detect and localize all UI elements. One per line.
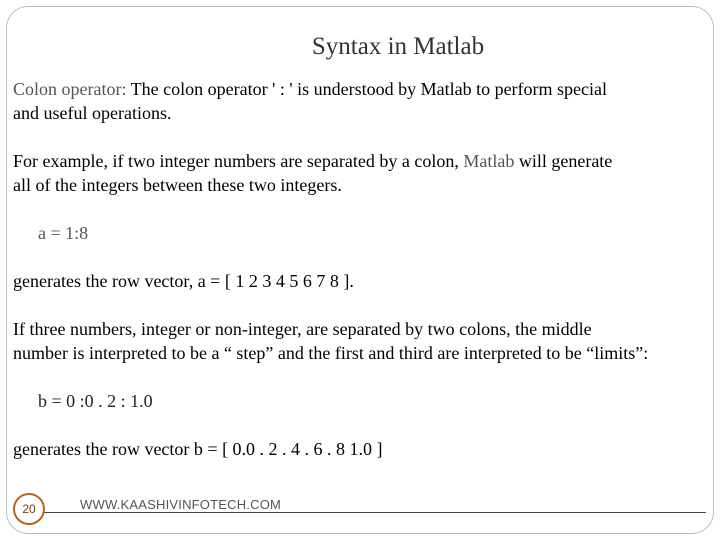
paragraph-line: all of the integers between these two integers. xyxy=(13,175,342,195)
paragraph-step-limits xyxy=(13,317,648,365)
paragraph-row-vector-b: generates the row vector b = [ 0.0 . 2 . 4 . 6 . 8 1.0 ] xyxy=(13,439,383,459)
footer-divider xyxy=(40,512,706,513)
code-example-a: a = 1:8 xyxy=(38,223,89,243)
matlab-word: Matlab xyxy=(463,151,515,171)
example-text-end: will generate xyxy=(514,151,613,171)
footer-url: WWW.KAASHIVINFOTECH.COM xyxy=(80,497,282,512)
colon-operator-label: Colon operator: xyxy=(13,79,127,99)
paragraph-line: and useful operations. xyxy=(13,103,172,123)
paragraph-colon-operator xyxy=(13,77,607,125)
paragraph-line xyxy=(13,149,612,173)
page-number-badge xyxy=(13,493,45,525)
paragraph-row-vector-a: generates the row vector, a = [ 1 2 3 4 5 6 7 8 ]. xyxy=(13,271,354,291)
code-example-b: b = 0 :0 . 2 : 1.0 xyxy=(38,391,153,411)
paragraph-example xyxy=(13,149,612,197)
paragraph-line: If three numbers, integer or non-integer, are separated by two colons, the middle xyxy=(13,319,592,339)
paragraph-line xyxy=(13,77,607,101)
example-text: For example, if two integer numbers are separated by a colon, xyxy=(13,151,464,171)
slide-title: Syntax in Matlab xyxy=(311,33,485,60)
page-number: 20 xyxy=(22,502,36,516)
colon-operator-text: The colon operator ' : ' is understood by Matlab to perform special xyxy=(126,79,608,99)
paragraph-line: number is interpreted to be a “ step” and the first and third are interpreted to be “limits”: xyxy=(13,343,649,363)
